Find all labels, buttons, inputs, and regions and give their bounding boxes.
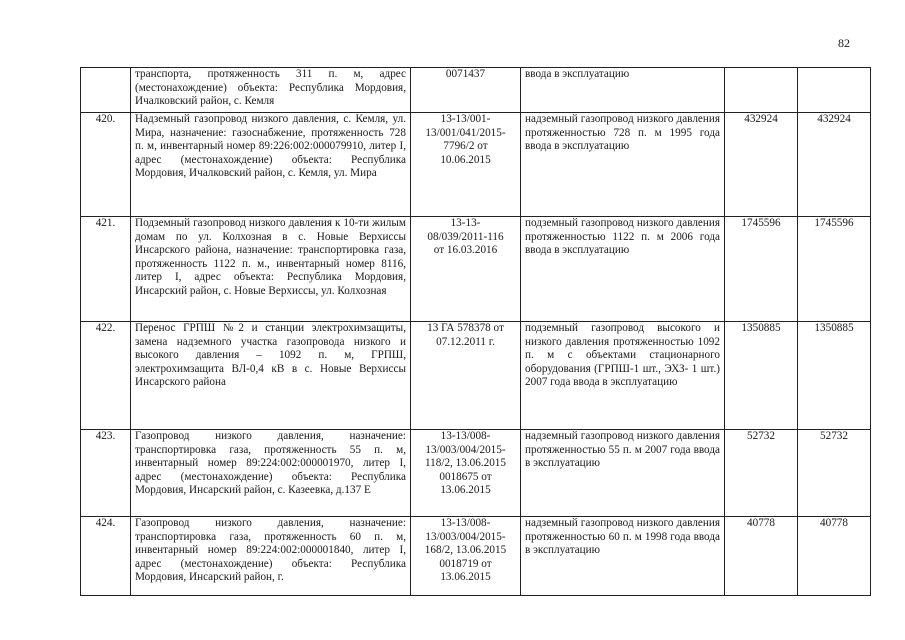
row-number: 423. bbox=[81, 430, 131, 517]
property-register-table bbox=[80, 67, 871, 596]
table-row bbox=[81, 322, 871, 430]
value-cell: 1350885 bbox=[725, 322, 798, 430]
value-cell: 52732 bbox=[725, 430, 798, 517]
table-row bbox=[81, 517, 871, 596]
value-cell: 432924 bbox=[798, 113, 871, 217]
value-cell: 432924 bbox=[725, 113, 798, 217]
row-number: 420. bbox=[81, 113, 131, 217]
value-cell: 40778 bbox=[725, 517, 798, 596]
row-number: 421. bbox=[81, 217, 131, 322]
value-cell: 1745596 bbox=[798, 217, 871, 322]
description-cell: подземный газопровод низкого давления протяженностью 1122 п. м 2006 года ввода в эксплуатацию bbox=[521, 217, 725, 322]
registration-cell: 0071437 bbox=[411, 68, 521, 113]
registration-cell: 13 ГА 578378 от 07.12.2011 г. bbox=[411, 322, 521, 430]
registration-cell: 13-13/008- 13/003/004/2015- 168/2, 13.06.2015 0018719 от 13.06.2015 bbox=[411, 517, 521, 596]
description-cell: надземный газопровод низкого давления протяженностью 55 п. м 2007 года ввода в эксплуатацию bbox=[521, 430, 725, 517]
registration-cell: 13-13- 08/039/2011-116 от 16.03.2016 bbox=[411, 217, 521, 322]
table-row bbox=[81, 113, 871, 217]
value-cell bbox=[725, 68, 798, 113]
description-cell: надземный газопровод низкого давления протяженностью 60 п. м 1998 года ввода в эксплуатацию bbox=[521, 517, 725, 596]
object-name-cell: транспорта, протяженность 311 п. м, адрес (местонахождение) объекта: Республика Мордовия, Ичалковский район, с. Кемля bbox=[131, 68, 411, 113]
object-name-cell: Газопровод низкого давления, назначение: транспортировка газа, протяженность 60 п. м, инвентарный номер 89:224:002:000001840, литер I, адрес (местонахождение) объекта: Республика Мордовия, Инсарский район, г. bbox=[131, 517, 411, 596]
table-row bbox=[81, 217, 871, 322]
value-cell: 1745596 bbox=[725, 217, 798, 322]
value-cell: 1350885 bbox=[798, 322, 871, 430]
value-cell: 40778 bbox=[798, 517, 871, 596]
row-number: 424. bbox=[81, 517, 131, 596]
table-row bbox=[81, 68, 871, 113]
description-cell: подземный газопровод высокого и низкого давления протяженностью 1092 п. м с объектами стационарного оборудования (ГРПШ-1 шт., ЭХЗ- 1 шт.) 2007 года ввода в эксплуатацию bbox=[521, 322, 725, 430]
value-cell: 52732 bbox=[798, 430, 871, 517]
description-cell: надземный газопровод низкого давления протяженностью 728 п. м 1995 года ввода в эксплуатацию bbox=[521, 113, 725, 217]
page-number: 82 bbox=[838, 36, 850, 50]
object-name-cell: Надземный газопровод низкого давления, с. Кемля, ул. Мира, назначение: газоснабжение, протяженность 728 п. м, инвентарный номер 89:226:002:000079910, литер I, адрес (местонахождение) объекта: Республика Мордовия, Ичалковский район, с. Кемля, ул. Мира bbox=[131, 113, 411, 217]
registration-cell: 13-13/008- 13/003/004/2015- 118/2, 13.06.2015 0018675 от 13.06.2015 bbox=[411, 430, 521, 517]
value-cell bbox=[798, 68, 871, 113]
row-number: 422. bbox=[81, 322, 131, 430]
description-cell: ввода в эксплуатацию bbox=[521, 68, 725, 113]
row-number bbox=[81, 68, 131, 113]
object-name-cell: Подземный газопровод низкого давления к 10-ти жилым домам по ул. Колхозная в с. Новые Верхиссы Инсарского района, назначение: транспортировка газа, протяженность 1122 п. м., инвентарный номер 8116, литер I, адрес объекта: Республика Мордовия, Инсарский район, с. Новые Верхиссы, ул. Колхозная bbox=[131, 217, 411, 322]
table-row bbox=[81, 430, 871, 517]
object-name-cell: Перенос ГРПШ №2 и станции электрохимзащиты, замена надземного участка газопровода низкого и высокого давления – 1092 п. м, ГРПШ, электрохимзащита ВЛ-0,4 кВ в с. Новые Верхиссы Инсарского района bbox=[131, 322, 411, 430]
registration-cell: 13-13/001- 13/001/041/2015- 7796/2 от 10.06.2015 bbox=[411, 113, 521, 217]
object-name-cell: Газопровод низкого давления, назначение: транспортировка газа, протяженность 55 п. м, инвентарный номер 89:224:002:000001970, литер I, адрес (местонахождение) объекта: Республика Мордовия, Инсарский район, с. Казеевка, д.137 Е bbox=[131, 430, 411, 517]
